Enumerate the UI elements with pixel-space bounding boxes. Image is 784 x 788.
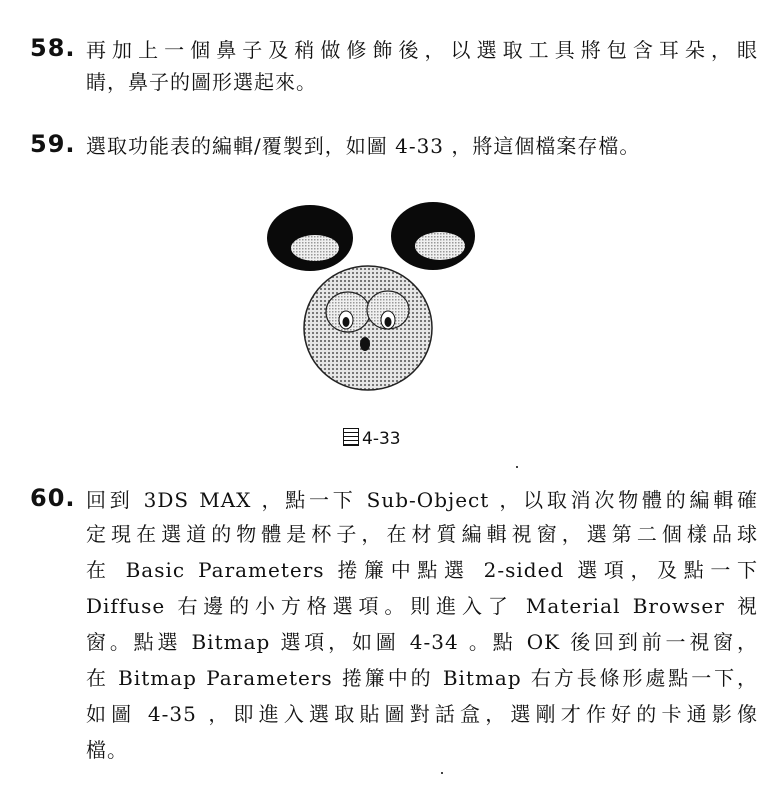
scan-speck: [441, 772, 443, 774]
figure-caption: [343, 428, 401, 449]
step-text-line: 如圖 4-35 ，即進入選取貼圖對話盒，選剛才作好的卡通影像: [86, 702, 758, 726]
step-text-line: 回到 3DS MAX ，點一下 Sub-Object ，以取消次物體的編輯確: [86, 488, 758, 512]
step-number: 59.: [30, 130, 76, 158]
step-text-line: 檔。: [86, 738, 128, 762]
figure-4-33: [260, 200, 520, 400]
step-text-line: 定現在選道的物體是杯子，在材質編輯視窗，選第二個樣品球: [86, 522, 758, 546]
step-text-line: 窗。點選 Bitmap 選項，如圖 4-34 。點 OK 後回到前一視窗，: [86, 630, 758, 654]
left-ear: [267, 205, 353, 271]
scan-speck: [516, 466, 518, 468]
step-number: 60.: [30, 484, 76, 512]
face: [304, 266, 432, 390]
step-text-line: 在 Basic Parameters 捲簾中點選 2-sided 選項，及點一下: [86, 558, 758, 582]
step-text-line: 在 Bitmap Parameters 捲簾中的 Bitmap 右方長條形處點一下，: [86, 666, 758, 690]
step-number: 58.: [30, 34, 76, 62]
step-text-line: 選取功能表的編輯/覆製到，如圖 4-33 ，將這個檔案存檔。: [86, 134, 641, 158]
step-text-line: Diffuse 右邊的小方格選項。則進入了 Material Browser 視: [86, 594, 758, 618]
cartoon-face-illustration: [260, 200, 520, 400]
step-text-line: 再加上一個鼻子及稍做修飾後，以選取工具將包含耳朵，眼: [86, 38, 758, 62]
right-ear: [391, 202, 475, 270]
figure-caption-number: 4-33: [362, 429, 401, 449]
figure-caption-label: [343, 428, 359, 446]
step-text-line: 睛，鼻子的圖形選起來。: [86, 70, 317, 94]
